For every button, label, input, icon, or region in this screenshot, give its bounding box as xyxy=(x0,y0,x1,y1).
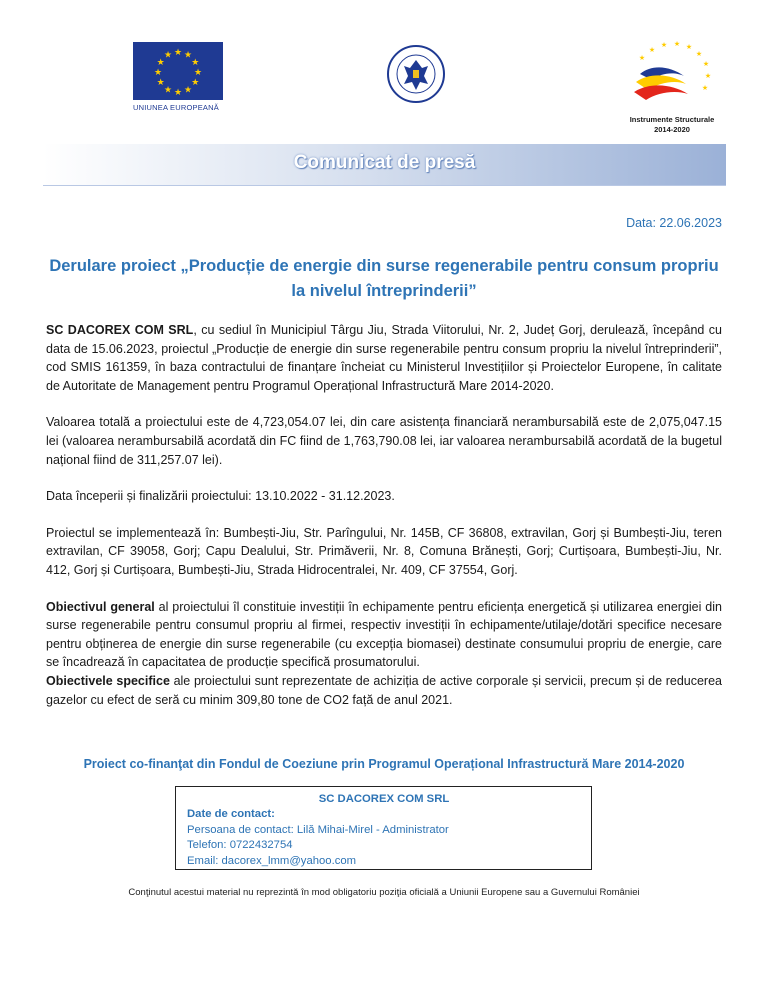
contact-person: Persoana de contact: Lilă Mihai-Mirel - Administrator xyxy=(187,823,449,836)
project-title: Derulare proiect „Producție de energie din surse regenerabile pentru consum propriu la nivelul întreprinderii” xyxy=(49,257,719,300)
contact-phone: Telefon: 0722432754 xyxy=(187,839,293,852)
disclaimer: Conţinutul acestui material nu reprezintă în mod obligatoriu poziţia oficială a Uniunii Europene sau a Guvernului României xyxy=(128,887,640,898)
body-text xyxy=(46,321,722,709)
cofinance-statement: Proiect co-finanţat din Fondul de Coeziune prin Programul Operațional Infrastructură Mare 2014-2020 xyxy=(83,757,685,771)
contact-label: Date de contact: xyxy=(187,808,275,821)
paragraph-general-objective xyxy=(46,598,722,672)
svg-text:★: ★ xyxy=(701,84,709,92)
svg-text:★: ★ xyxy=(660,41,668,49)
paragraph-locations: Proiectul se implementează în: Bumbești-Jiu, Str. Parîngului, Nr. 145B, CF 36808, extravilan, Gorj și Bumbești-Jiu, teren extravilan, CF 39058, Gorj; Capu Dealului, Str. Primăverii, Nr. 8, Comuna Brănești, Gorj; Curtișoara, Bumbești-Jiu, Nr. 412, Gorj și Curtișoara, Bumbești-Jiu, Strada Hidrocentralei, Nr. 409, CF 37554, Gorj. xyxy=(46,525,722,577)
paragraph-value: Valoarea totală a proiectului este de 4,723,054.07 lei, din care asistența financiară nerambursabilă este de 2,075,047.15 lei (valoarea nerambursabilă acordată din FC fiind de 1,763,790.08 lei, iar valoarea nerambursabilă acordată de la bugetul național fiind de 311,257.07 lei). xyxy=(46,415,722,467)
press-release-title: Comunicat de presă xyxy=(293,152,476,173)
svg-text:★: ★ xyxy=(183,50,193,61)
structural-instruments-icon xyxy=(622,40,722,108)
svg-text:★: ★ xyxy=(173,88,183,98)
is-caption-line2: 2014-2020 xyxy=(654,125,690,134)
svg-text:★: ★ xyxy=(702,60,710,68)
paragraph-intro xyxy=(46,321,722,395)
specific-objectives-text: ale proiectului sunt reprezentate de achiziția de active corporale și servicii, precum și de reducerea gazelor cu efect de seră cu minim 309,80 tone de CO2 față de anul 2021. xyxy=(46,673,722,707)
paragraph-dates: Data începerii și finalizării proiectului: 13.10.2022 - 31.12.2023. xyxy=(46,489,395,504)
intro-text: , cu sediul în Municipiul Târgu Jiu, Strada Viitorului, Nr. 2, Județ Gorj, derulează, începând cu data de 15.06.2023, proiectul „Producție de energie din surse regenerabile pentru consum propriu la nivelul întreprinderii”, cod SMIS 161359, în baza contractului de finanțare încheiat cu Ministerul Investițiilor și Proiectelor Europene, în calitate de Autoritate de Management pentru Programul Operațional Infrastructură Mare 2014-2020. xyxy=(46,323,722,393)
press-release-banner xyxy=(43,144,726,186)
svg-text:★: ★ xyxy=(191,78,200,88)
eu-flag-icon xyxy=(133,42,223,100)
eu-caption: UNIUNEA EUROPEANĂ xyxy=(133,103,219,112)
specific-objectives-label: Obiectivele specifice xyxy=(46,673,170,688)
government-seal-icon xyxy=(386,44,446,104)
svg-text:★: ★ xyxy=(704,72,712,80)
is-caption-line1: Instrumente Structurale xyxy=(629,115,715,124)
svg-text:★: ★ xyxy=(173,48,183,58)
svg-text:★: ★ xyxy=(638,54,646,62)
general-objective-text: al proiectului îl constituie investiții în echipamente pentru eficiența energetică și utilizarea energiei din surse regenerabile pentru consumul propriu al firmei, respectiv investiții în echipamente/utilaje/dotări specifice necesare pentru obținerea de energie din surse regenerabile (cu excepția biomasei) destinate consumului propriu de energie, care se încadrează în capacitatea de producție specifică prosumatorului. xyxy=(46,599,722,670)
svg-text:★: ★ xyxy=(156,58,165,68)
svg-text:★: ★ xyxy=(183,85,193,96)
contact-box xyxy=(175,786,592,870)
svg-text:★: ★ xyxy=(685,43,693,51)
release-date: Data: 22.06.2023 xyxy=(626,216,722,230)
eu-logo xyxy=(133,42,223,112)
svg-text:★: ★ xyxy=(191,58,200,68)
contact-email: Email: dacorex_lmm@yahoo.com xyxy=(187,854,357,867)
svg-text:★: ★ xyxy=(648,46,656,54)
svg-text:★: ★ xyxy=(193,68,203,78)
svg-text:★: ★ xyxy=(163,85,173,96)
logo-header xyxy=(0,0,768,135)
svg-text:★: ★ xyxy=(695,50,703,58)
general-objective-label: Obiectivul general xyxy=(46,599,155,614)
contact-company: SC DACOREX COM SRL xyxy=(318,793,450,805)
svg-text:★: ★ xyxy=(673,40,681,48)
structural-instruments-caption xyxy=(622,115,722,135)
svg-text:★: ★ xyxy=(163,50,173,61)
svg-text:★: ★ xyxy=(153,68,163,78)
svg-text:★: ★ xyxy=(156,78,165,88)
company-name: SC DACOREX COM SRL xyxy=(46,323,194,337)
structural-instruments-logo xyxy=(622,40,722,135)
paragraph-specific-objectives xyxy=(46,672,722,709)
